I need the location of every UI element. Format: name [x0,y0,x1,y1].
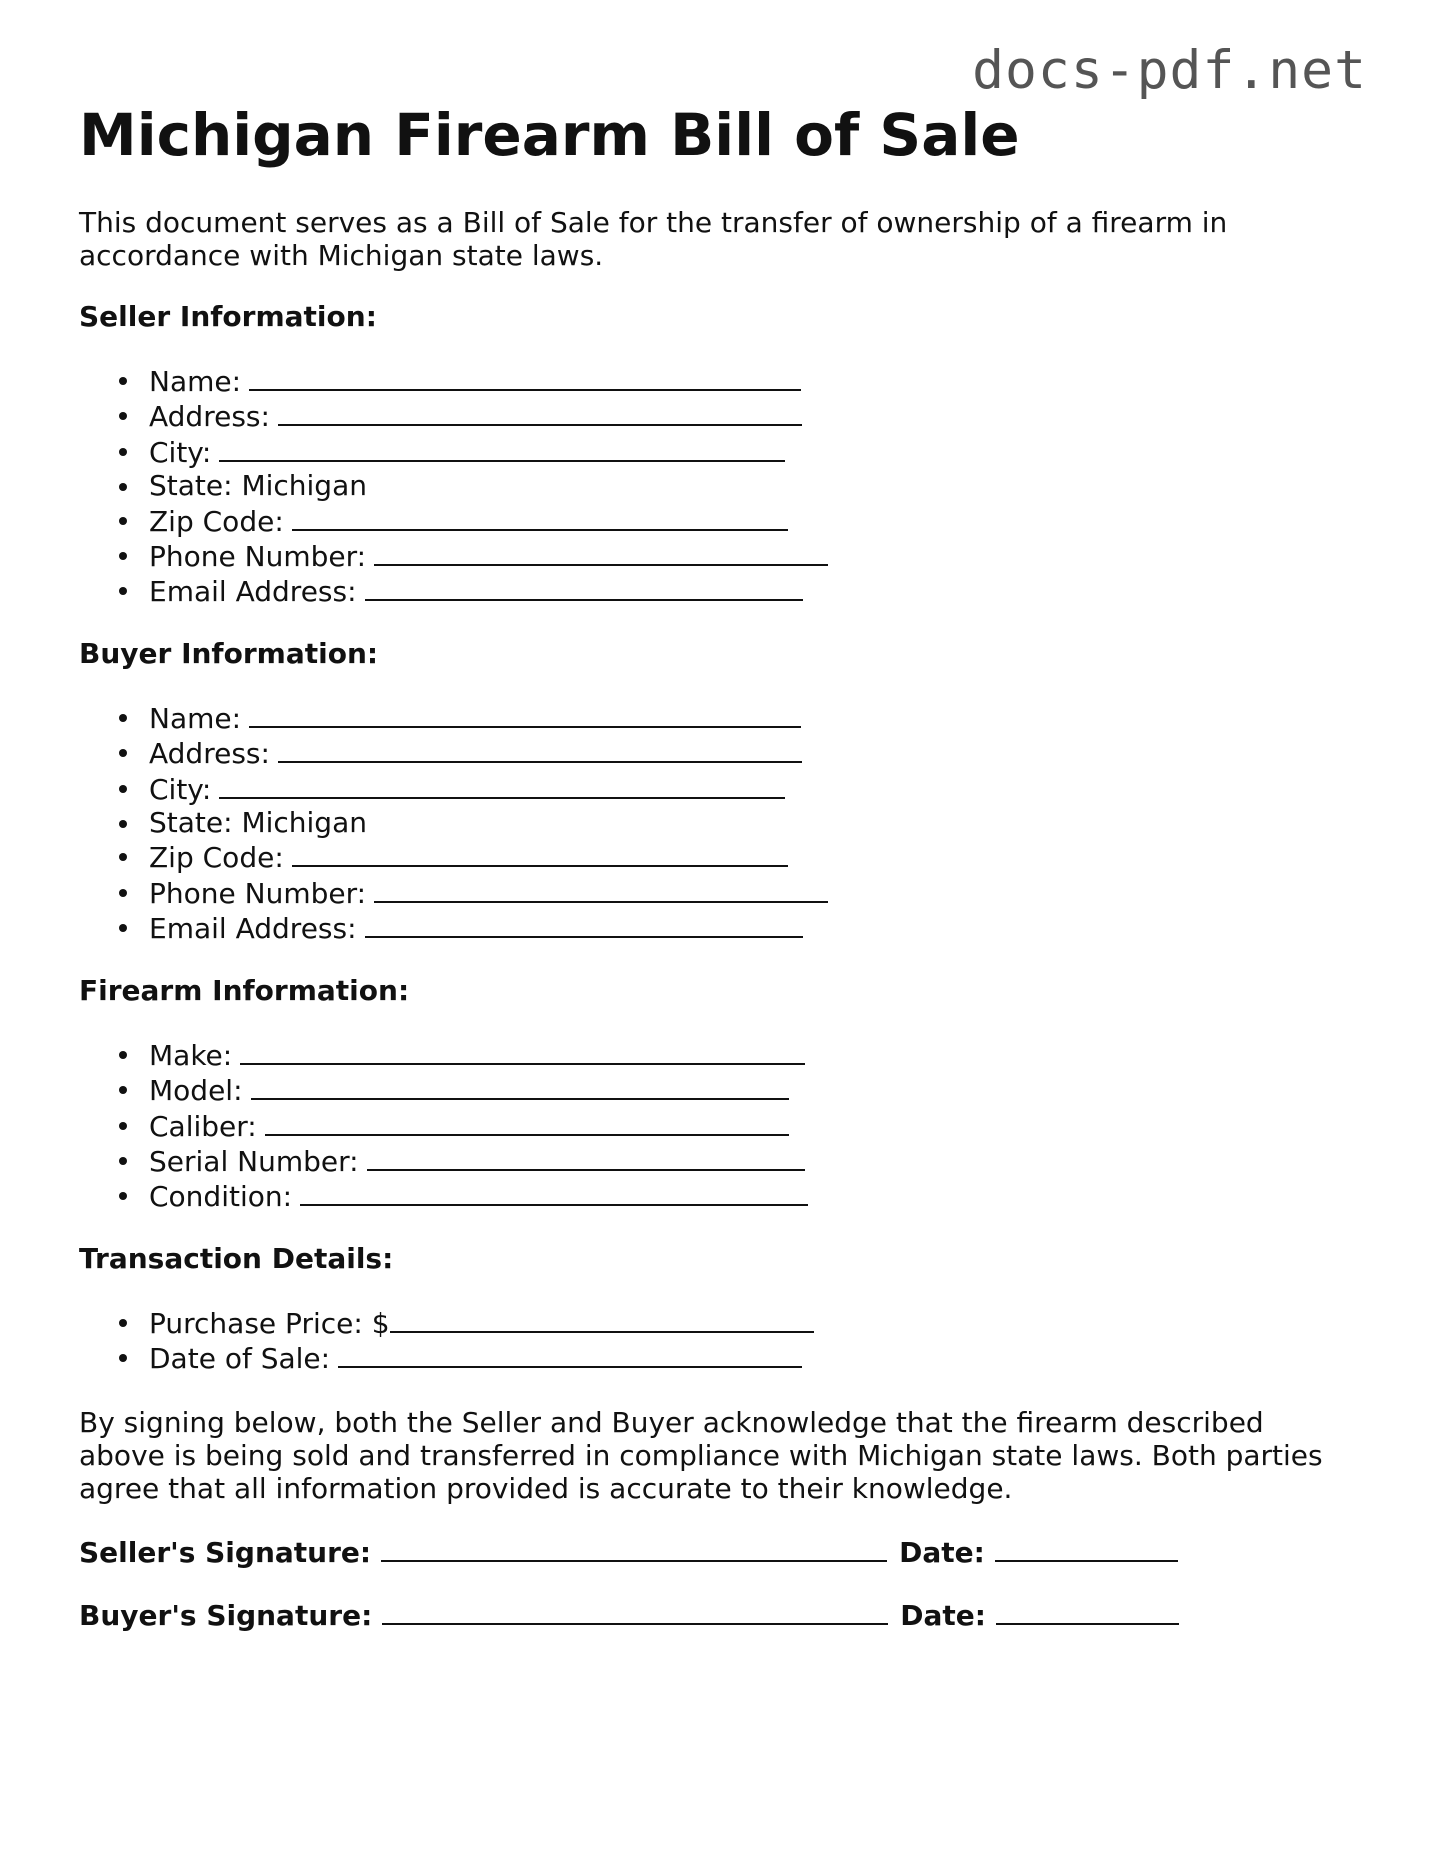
firearm-condition-label: Condition: [149,1180,293,1214]
date-of-sale-item [149,1340,1359,1375]
seller-address-item [149,398,1359,433]
buyer-signature-blank[interactable] [382,1597,888,1625]
watermark: docs-pdf.net [972,40,1367,101]
buyer-city-blank[interactable] [219,771,785,799]
buyer-date-label: Date: [900,1598,986,1632]
firearm-serial-item [149,1143,1359,1178]
buyer-signature-row [79,1597,1359,1632]
seller-email-blank[interactable] [365,573,803,601]
firearm-caliber-label: Caliber: [149,1109,257,1143]
seller-section-heading: Seller Information: [79,300,377,333]
firearm-caliber-item [149,1108,1359,1143]
buyer-zip-blank[interactable] [292,839,788,867]
seller-phone-label: Phone Number: [149,540,367,574]
purchase-price-label: Purchase Price: $ [149,1306,390,1340]
buyer-state-label: State: Michigan [149,806,367,840]
buyer-phone-label: Phone Number: [149,876,367,910]
firearm-fields [79,1037,1359,1214]
seller-name-blank[interactable] [249,363,801,391]
seller-date-label: Date: [899,1535,985,1569]
buyer-state-item [149,806,1359,839]
date-of-sale-label: Date of Sale: [149,1342,331,1376]
buyer-section-heading: Buyer Information: [79,636,379,670]
buyer-address-label: Address: [149,737,270,771]
firearm-make-item [149,1037,1359,1072]
seller-zip-blank[interactable] [292,503,788,531]
seller-address-label: Address: [149,400,270,434]
buyer-zip-item [149,839,1359,874]
seller-email-label: Email Address: [149,575,357,609]
purchase-price-blank[interactable] [390,1305,814,1333]
buyer-signature-label: Buyer's Signature: [79,1598,373,1632]
buyer-date-blank[interactable] [996,1597,1179,1625]
seller-city-item [149,434,1359,469]
buyer-address-item [149,735,1359,770]
page-title: Michigan Firearm Bill of Sale [79,101,1020,169]
buyer-email-label: Email Address: [149,912,357,946]
seller-signature-label: Seller's Signature: [79,1535,372,1569]
buyer-zip-label: Zip Code: [149,841,284,875]
buyer-phone-item [149,875,1359,910]
firearm-model-label: Model: [149,1074,243,1108]
buyer-fields [79,700,1359,946]
buyer-email-item [149,910,1359,945]
firearm-condition-item [149,1178,1359,1213]
document-page [79,100,1359,1632]
seller-state-label: State: Michigan [149,469,367,503]
seller-name-label: Name: [149,365,242,398]
date-of-sale-blank[interactable] [338,1340,802,1368]
seller-phone-item [149,538,1359,573]
seller-address-blank[interactable] [278,398,802,426]
seller-name-item [149,363,1359,398]
buyer-phone-blank[interactable] [374,875,828,903]
firearm-model-blank[interactable] [251,1072,789,1100]
firearm-condition-blank[interactable] [300,1178,808,1206]
seller-fields [79,363,1359,609]
firearm-serial-blank[interactable] [367,1143,805,1171]
transaction-section-heading: Transaction Details: [79,1241,394,1275]
firearm-serial-label: Serial Number: [149,1144,359,1178]
buyer-city-item [149,771,1359,806]
acknowledgement-paragraph: By signing below, both the Seller and Buyer acknowledge that the firearm described above is being sold and transferred in compliance with Michigan state laws. Both parties agree that all information provided is accurate to their knowledge. [79,1405,1323,1506]
seller-zip-item [149,503,1359,538]
seller-signature-row [79,1534,1359,1569]
seller-zip-label: Zip Code: [149,504,284,538]
buyer-address-blank[interactable] [278,735,802,763]
seller-state-item [149,469,1359,502]
firearm-section-heading: Firearm Information: [79,973,410,1007]
seller-signature-blank[interactable] [381,1534,887,1562]
seller-email-item [149,573,1359,608]
seller-city-blank[interactable] [219,434,785,462]
buyer-city-label: City: [149,772,212,806]
buyer-name-blank[interactable] [249,700,801,728]
transaction-fields [79,1305,1359,1376]
seller-phone-blank[interactable] [374,538,828,566]
firearm-caliber-blank[interactable] [265,1108,789,1136]
firearm-model-item [149,1072,1359,1107]
buyer-name-label: Name: [149,701,242,735]
buyer-name-item [149,700,1359,735]
buyer-email-blank[interactable] [365,910,803,938]
intro-paragraph: This document serves as a Bill of Sale for the transfer of ownership of a firearm in accordance with Michigan state laws. [79,206,1228,272]
seller-date-blank[interactable] [995,1534,1178,1562]
firearm-make-blank[interactable] [240,1037,805,1065]
seller-city-label: City: [149,435,212,469]
purchase-price-item [149,1305,1359,1340]
firearm-make-label: Make: [149,1038,233,1072]
